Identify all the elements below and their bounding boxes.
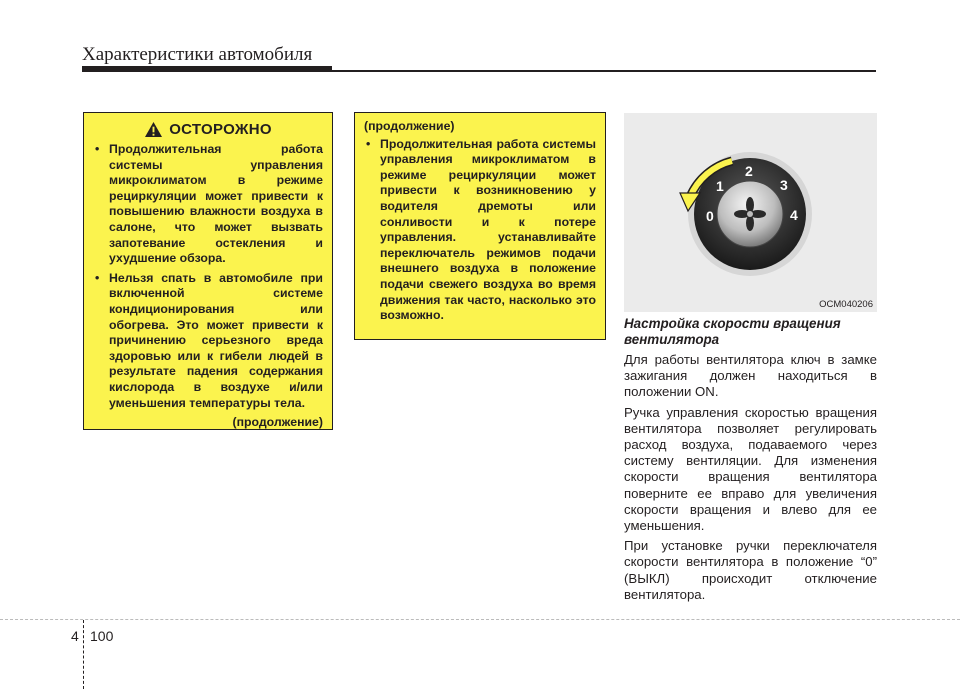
continued-label: (продолжение)	[232, 415, 323, 430]
continued-label: (продолжение)	[364, 119, 455, 133]
footer-divider	[83, 620, 84, 689]
dial-label-4: 4	[790, 207, 798, 223]
warning-item: • Продолжительная работа системы управления микроклиматом в режиме рециркуляции может привести к повышению влажности воздуха в салоне, что может вызвать запотевание остекления и ухудшение обзора.	[93, 142, 323, 267]
warning-triangle-icon	[144, 121, 163, 138]
dial-label-0: 0	[706, 208, 714, 224]
header-rule	[82, 70, 876, 72]
page-number: 100	[90, 628, 114, 644]
warning-box	[83, 112, 333, 430]
warning-item: • Нельзя спать в автомобиле при включенной системе кондиционирования или обогрева. Это может привести к причинению серьезного вреда здоровью или к гибели людей в результате падения содержания кислорода в воздухе и/или уменьшения температуры тела.	[93, 271, 323, 411]
warning-heading-text: ОСТОРОЖНО	[169, 120, 272, 138]
fan-speed-knob-figure	[624, 113, 877, 312]
section-title: Настройка скорости вращения вентилятора	[624, 316, 841, 347]
chapter-number: 4	[71, 628, 79, 644]
section-paragraph: Для работы вентилятора ключ в замке зажигания должен находиться в положении ON.	[624, 352, 877, 400]
warning-heading	[93, 121, 323, 138]
section-paragraph: Ручка управления скоростью вращения вентилятора позволяет регулировать расход воздуха, подаваемого через систему вентиляции. Для изменения скорости вращения вентилятора поверните ее вправо для увеличения скорости вращения и влево для ее уменьшения.	[624, 404, 877, 534]
section-paragraph: При установке ручки переключателя скорости вентилятора в положение “0” (ВЫКЛ) происходит отключение вентилятора.	[624, 538, 877, 602]
footer-rule	[0, 619, 960, 620]
fan-speed-section	[624, 316, 877, 607]
warning-item: • Продолжительная работа системы управления микроклиматом в режиме рециркуляции может привести к возникновению у водителя дремоты или сонливости и к потере управления. устанавливайте переключатель режимов подачи внешнего воздуха в положение подачи свежего воздуха во время движения так часто, насколько это возможно.	[364, 137, 596, 324]
dial-label-3: 3	[780, 177, 788, 193]
page-header-title: Характеристики автомобиля	[82, 44, 313, 65]
warning-continued-box	[354, 112, 606, 340]
dial-label-1: 1	[716, 178, 724, 194]
fan-knob-illustration	[624, 113, 877, 312]
figure-code: OCM040206	[819, 299, 873, 310]
dial-label-2: 2	[745, 163, 753, 179]
